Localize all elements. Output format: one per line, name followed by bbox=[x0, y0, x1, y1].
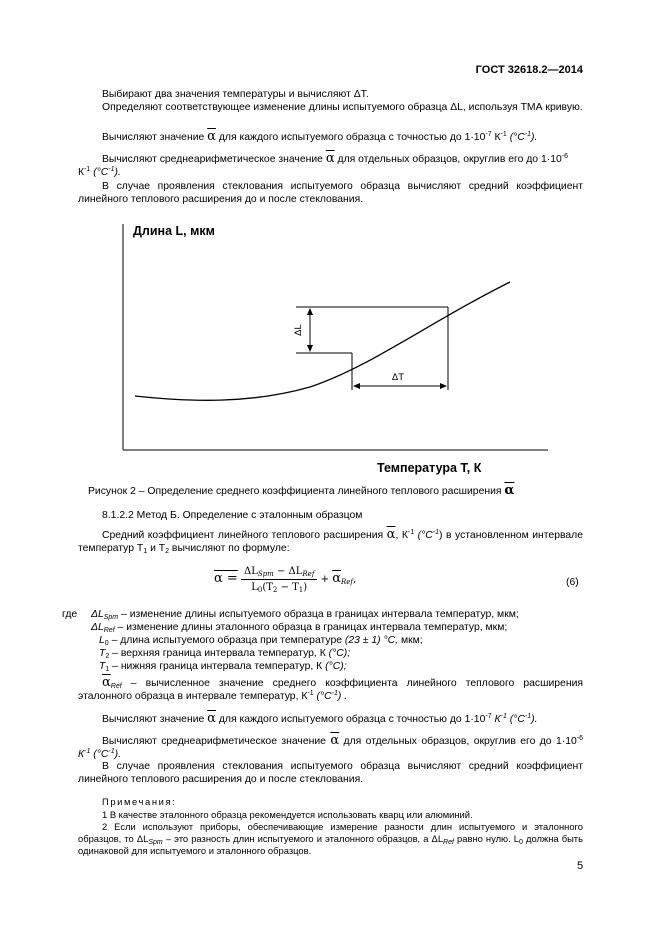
arrowhead bbox=[440, 383, 447, 389]
symbol: ΔL bbox=[91, 609, 104, 620]
where-label: где bbox=[62, 609, 78, 620]
where-item-delta-l-ref bbox=[91, 621, 591, 634]
where-item-t1 bbox=[99, 660, 589, 673]
text: для отдельных образцов, округлив его до 1·10 bbox=[343, 736, 577, 747]
text: (°C); bbox=[325, 661, 347, 672]
alpha-mean-symbol: $\overline{\alpha}$ bbox=[386, 527, 396, 542]
unit-paren: (°C bbox=[417, 530, 433, 541]
tma-curve bbox=[135, 282, 510, 400]
alpha-mean-symbol: $\overline{\alpha}$ bbox=[207, 711, 216, 726]
paragraph-determine-length-change: Определяют соответствующее изменение длины испытуемого образца ΔL, используя ТМА кривую. bbox=[102, 102, 583, 113]
text: ). bbox=[531, 714, 538, 725]
subscript: Spm bbox=[148, 839, 163, 846]
subscript: 2 bbox=[105, 653, 110, 660]
document-standard-header: ГОСТ 32618.2—2014 bbox=[475, 64, 583, 76]
text: – верхняя граница интервала температур, К bbox=[112, 648, 326, 659]
section-title: 8.1.2.2 Метод Б. Определение с эталонным образцом bbox=[102, 510, 363, 521]
x-axis-label: Температура Т, К bbox=[377, 461, 482, 475]
text: 2 Если используют приборы, обеспечивающие измерение разности длин испытуемого и эталонного образцов, то ΔL bbox=[78, 821, 583, 844]
text: Вычисляют среднеарифметическое значение bbox=[102, 154, 323, 165]
notes-title: Примечания: bbox=[102, 796, 177, 807]
alpha-mean-symbol: $\overline{\alpha}$ bbox=[207, 129, 216, 144]
unit: К bbox=[494, 132, 501, 143]
subscript: 1 bbox=[298, 586, 304, 594]
symbol: T bbox=[99, 648, 106, 659]
y-axis-label: Длина L, мкм bbox=[133, 224, 215, 238]
text: (23 ± 1) °С, bbox=[344, 635, 399, 646]
unit-paren: (°C bbox=[509, 714, 525, 725]
paragraph-glass-transition-b: В случае проявления стеклования испытуемого образца вычисляют средний коэффициент линейного теплового расширения до и после стеклования. bbox=[78, 761, 583, 785]
figure-caption bbox=[88, 484, 514, 498]
where-item-alpha-ref bbox=[78, 676, 583, 703]
text: – изменение длины эталонного образца в границах интервала температур, мкм; bbox=[117, 622, 508, 633]
page-number: 5 bbox=[577, 860, 584, 872]
subscript: Ref bbox=[302, 570, 315, 578]
exponent: -7 bbox=[485, 713, 492, 720]
text: ) bbox=[303, 582, 308, 593]
text: + bbox=[320, 574, 329, 585]
paragraph-compute-alpha bbox=[78, 130, 583, 144]
exponent: -1 bbox=[524, 713, 532, 720]
arrowhead bbox=[307, 345, 313, 352]
fraction bbox=[241, 565, 317, 594]
where-item-delta-l-spm bbox=[91, 608, 591, 621]
alpha-mean-symbol: $\overline{\alpha}$ bbox=[330, 733, 340, 748]
exponent: -1 bbox=[432, 529, 439, 536]
arrowhead bbox=[353, 383, 360, 389]
exponent: -1 bbox=[524, 131, 532, 138]
text: – изменение длины испытуемого образца в границах интервала температур, мкм; bbox=[121, 609, 519, 620]
text: – нижняя граница интервала температур, К bbox=[112, 661, 323, 672]
exponent: -1 bbox=[407, 529, 415, 536]
text: должна быть одинаковой для испытуемого и эталонного образцов. bbox=[78, 833, 583, 856]
text: мкм; bbox=[400, 635, 423, 646]
symbol: T bbox=[99, 661, 106, 672]
text: ). bbox=[114, 749, 121, 760]
exponent: -1 bbox=[500, 713, 507, 720]
exponent: -7 bbox=[485, 131, 492, 138]
exponent: -1 bbox=[307, 690, 314, 697]
paragraph-compute-alpha-b bbox=[78, 712, 583, 726]
text: Вычисляют значение bbox=[102, 132, 205, 143]
text: равно нулю. L bbox=[457, 833, 519, 844]
where-item-t2 bbox=[99, 647, 589, 660]
subscript: 0 bbox=[519, 839, 523, 846]
subscript: Spm bbox=[257, 570, 274, 578]
subscript: 2 bbox=[272, 586, 278, 594]
unit: К bbox=[494, 714, 501, 725]
symbol: L bbox=[99, 635, 105, 646]
unit: К bbox=[78, 749, 85, 760]
unit-paren: (°C bbox=[509, 132, 525, 143]
text: L bbox=[251, 582, 258, 593]
paragraph-select-temperatures: Выбирают два значения температуры и вычисляют ΔT. bbox=[102, 89, 369, 100]
text: Средний коэффициент линейного теплового расширения bbox=[102, 530, 384, 541]
text: – длина испытуемого образца при температуре bbox=[111, 635, 343, 646]
symbol: ΔL bbox=[91, 622, 104, 633]
text: – это разность длин испытуемого и эталонного образцов, а ΔL bbox=[165, 833, 444, 844]
text: − ΔL bbox=[273, 566, 303, 577]
subscript: 1 bbox=[105, 666, 110, 673]
note-2 bbox=[78, 821, 583, 857]
text: ) в установленном интервале температур T bbox=[78, 530, 584, 554]
alpha-mean-symbol: α = bbox=[214, 571, 238, 586]
exponent: -1 bbox=[84, 166, 91, 173]
alpha-ref-symbol: $\overline{\alpha}$ bbox=[102, 675, 111, 690]
delta-t-label: ΔT bbox=[391, 372, 405, 383]
paragraph-glass-transition: В случае проявления стеклования испытуемого образца вычисляют средний коэффициент линейного теплового расширения до и после стеклования. bbox=[78, 181, 583, 205]
arrowhead bbox=[307, 308, 313, 315]
subscript: Spm bbox=[103, 614, 119, 621]
subscript: Ref bbox=[340, 578, 353, 586]
exponent: -1 bbox=[108, 748, 115, 755]
text: ). bbox=[531, 132, 538, 143]
note-1: 1 В качестве эталонного образца рекомендуется использовать кварц или алюминий. bbox=[102, 809, 473, 820]
alpha-mean-symbol: $\overline{\alpha}$ bbox=[325, 151, 335, 166]
unit-paren: (°C bbox=[93, 749, 109, 760]
exponent: -1 bbox=[331, 690, 338, 697]
unit-paren: (°C bbox=[93, 167, 109, 178]
text: для каждого испытуемого образца с точностью до 1·10 bbox=[218, 132, 486, 143]
subscript: Ref bbox=[443, 839, 454, 846]
denominator bbox=[241, 580, 317, 594]
exponent: -6 bbox=[576, 735, 583, 742]
text: вычисляют по формуле: bbox=[171, 543, 290, 554]
subscript: 2 bbox=[165, 548, 170, 555]
tma-figure bbox=[70, 212, 590, 487]
text: (°C); bbox=[328, 648, 351, 659]
formula-number: (6) bbox=[566, 577, 579, 588]
text: − T bbox=[277, 582, 299, 593]
paragraph-method-b-intro bbox=[78, 528, 583, 555]
unit-paren: (°C bbox=[316, 691, 332, 702]
text: – вычисленное значение среднего коэффициента линейного теплового расширения эталонного образца в интервале температур, К bbox=[78, 678, 583, 702]
formula-6 bbox=[214, 565, 356, 594]
text: (T bbox=[262, 582, 273, 593]
delta-l-label: ΔL bbox=[293, 324, 304, 336]
text: для каждого испытуемого образца с точностью до 1·10 bbox=[218, 714, 486, 725]
caption-text: Рисунок 2 – Определение среднего коэффициента линейного теплового расширения bbox=[88, 486, 502, 497]
subscript: Ref bbox=[103, 627, 115, 634]
alpha-ref-symbol: $\overline{\alpha}$ bbox=[332, 571, 341, 586]
text: и T bbox=[150, 543, 166, 554]
paragraph-compute-mean bbox=[78, 152, 583, 179]
subscript: 0 bbox=[257, 586, 263, 594]
text: Вычисляют значение bbox=[102, 714, 205, 725]
exponent: -6 bbox=[561, 153, 568, 160]
alpha-mean-symbol: $\overline{\alpha}$ bbox=[504, 483, 515, 498]
exponent: -1 bbox=[84, 748, 91, 755]
where-item-l0 bbox=[99, 634, 589, 647]
exponent: -1 bbox=[108, 166, 115, 173]
exponent: -1 bbox=[500, 131, 507, 138]
text: ) . bbox=[337, 691, 348, 702]
text: ΔL bbox=[244, 566, 258, 577]
text: , bbox=[352, 574, 357, 585]
text: ). bbox=[114, 167, 121, 178]
subscript: 1 bbox=[143, 548, 148, 555]
numerator bbox=[241, 565, 317, 580]
unit: К bbox=[78, 167, 85, 178]
unit: , К bbox=[395, 530, 408, 541]
subscript: 0 bbox=[104, 640, 109, 647]
text: Вычисляют среднеарифметическое значение bbox=[102, 736, 326, 747]
paragraph-compute-mean-b bbox=[78, 734, 583, 761]
text: для отдельных образцов, округлив его до 1·10 bbox=[337, 154, 562, 165]
subscript: Ref bbox=[110, 683, 122, 690]
